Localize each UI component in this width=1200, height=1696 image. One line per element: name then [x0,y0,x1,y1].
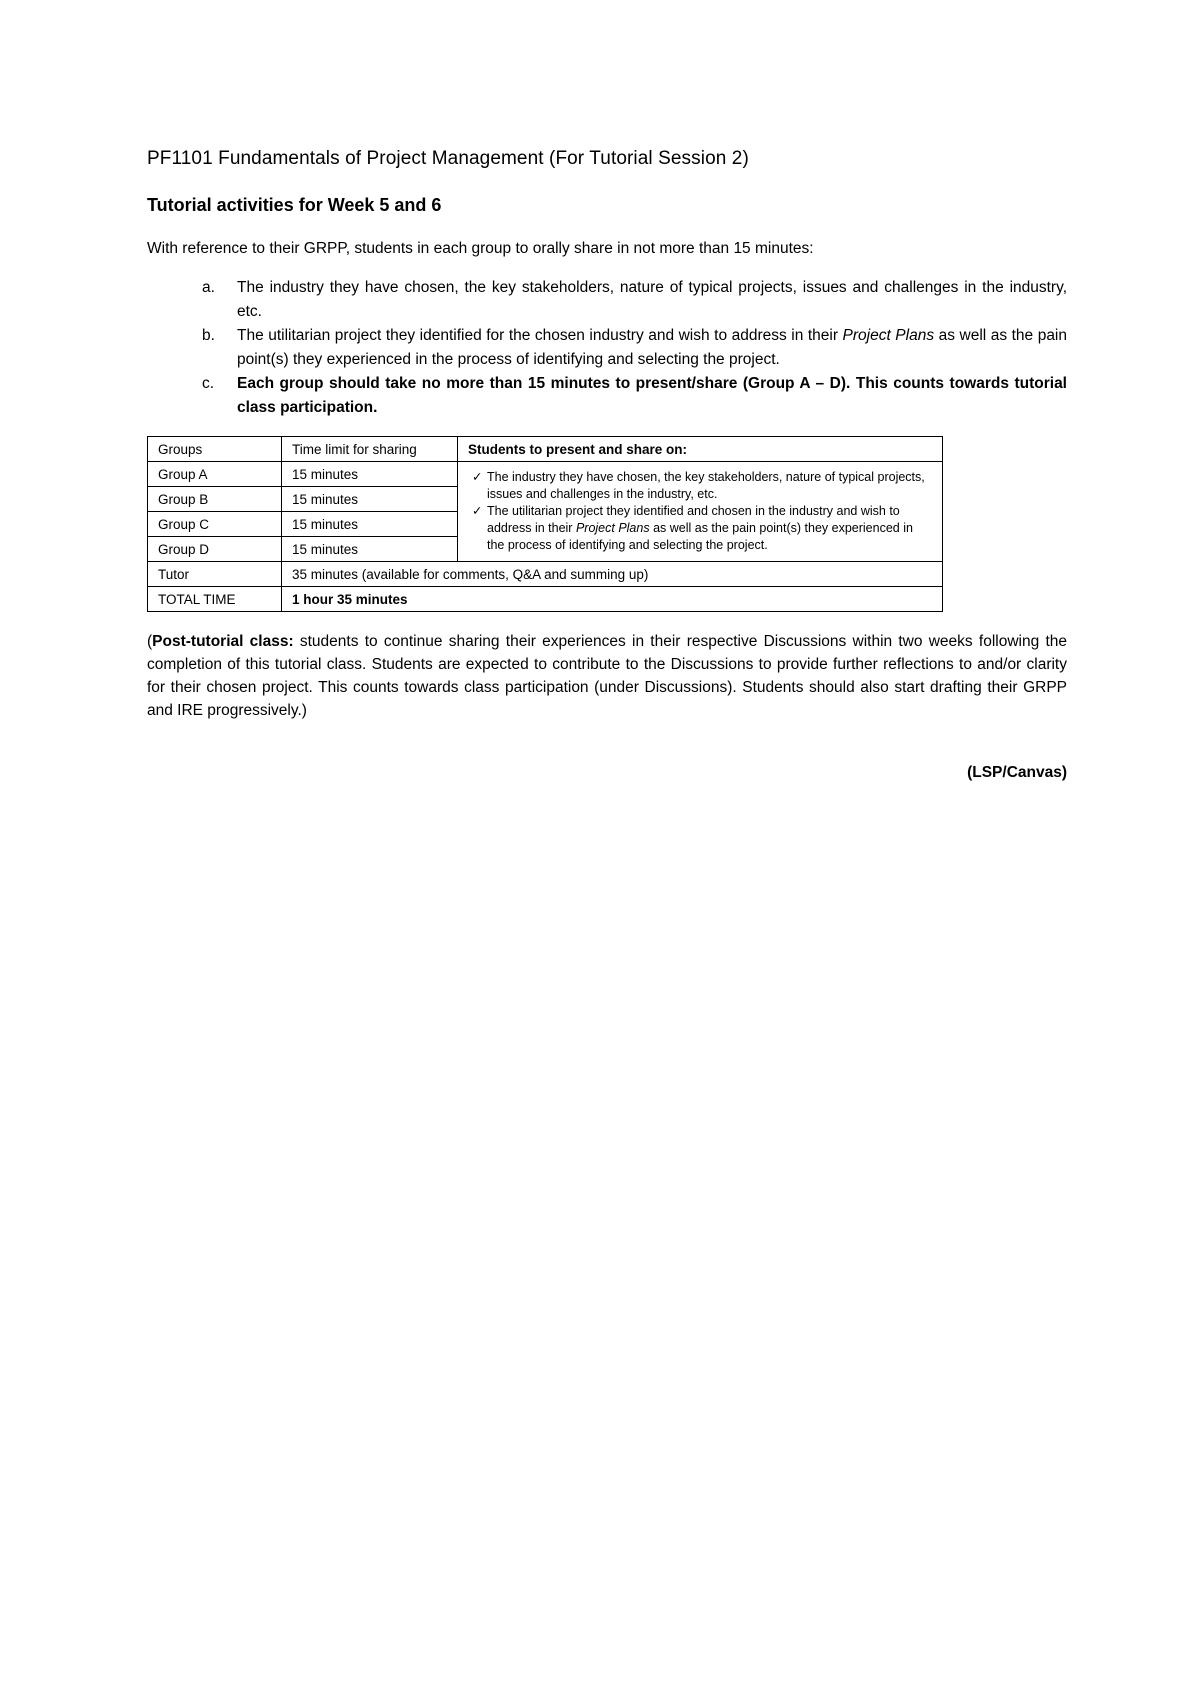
source-note: (LSP/Canvas) [967,764,1067,781]
tutor-value: 35 minutes (available for comments, Q&A and summing up) [282,562,943,587]
list-item-text-part: as well as the pain point(s) they experienced in the process of identifying and selecting the project. [237,327,1067,368]
time-cell: 15 minutes [282,512,458,537]
checklist-italic-text: Project Plans [575,521,650,535]
list-item-text: The industry they have chosen, the key stakeholders, nature of typical projects, issues and challenges in the industry, etc. [237,279,1067,320]
table-row-tutor [148,562,943,587]
time-cell: 15 minutes [282,462,458,487]
list-marker: b. [202,327,215,344]
group-cell: Group D [148,537,282,562]
tutor-label: Tutor [148,562,282,587]
checklist-text [487,503,932,554]
details-cell [458,462,943,562]
header-students: Students to present and share on: [458,437,943,462]
table-row [148,462,943,487]
check-icon: ✓ [472,470,483,484]
group-cell: Group B [148,487,282,512]
checklist-text-part: as well as the pain point(s) they experienced in the process of identifying and selecting the project. [487,521,913,552]
list-item-text [237,324,1067,372]
list-item [147,324,1067,372]
time-cell: 15 minutes [282,537,458,562]
intro-paragraph: With reference to their GRPP, students in each group to orally share in not more than 15 minutes: [147,240,814,257]
list-marker: a. [202,279,215,296]
list-item [147,276,1067,324]
checklist-text-part: The utilitarian project they identified and chosen in the industry and wish to address in their [487,504,900,535]
checklist-text: The industry they have chosen, the key stakeholders, nature of typical projects, issues and challenges in the industry, etc. [487,470,925,501]
post-open-paren: ( [147,633,153,650]
list-item [147,372,1067,420]
checklist-item [472,469,932,503]
header-time: Time limit for sharing [282,437,458,462]
checklist-item [472,503,932,554]
section-heading: Tutorial activities for Week 5 and 6 [147,195,442,215]
table-header-row [148,437,943,462]
group-cell: Group C [148,512,282,537]
post-bold-lead: Post-tutorial class: [152,633,294,650]
activity-list [147,276,1067,420]
time-allocation-table [147,436,943,612]
list-item-italic-text: Project Plans [842,327,935,344]
check-icon: ✓ [472,504,483,518]
list-marker: c. [202,375,215,392]
header-groups: Groups [148,437,282,462]
list-item-text: Each group should take no more than 15 minutes to present/share (Group A – D). This counts towards tutorial class participation. [237,375,1067,416]
post-tutorial-paragraph [147,630,1067,722]
document-title: PF1101 Fundamentals of Project Management (For Tutorial Session 2) [147,148,749,169]
time-cell: 15 minutes [282,487,458,512]
group-cell: Group A [148,462,282,487]
total-label: TOTAL TIME [148,587,282,612]
list-item-text-part: The utilitarian project they identified for the chosen industry and wish to address in their [237,327,843,344]
total-value: 1 hour 35 minutes [282,587,943,612]
post-text: students to continue sharing their experiences in their respective Discussions within two weeks following the completion of this tutorial class. Students are expected to contribute to the Discussions to provide further reflections to and/or clarity for their chosen project. This counts towards class participation (under Discussions). Students should also start drafting their GRPP and IRE progressively.) [147,633,1067,719]
table-row-total [148,587,943,612]
